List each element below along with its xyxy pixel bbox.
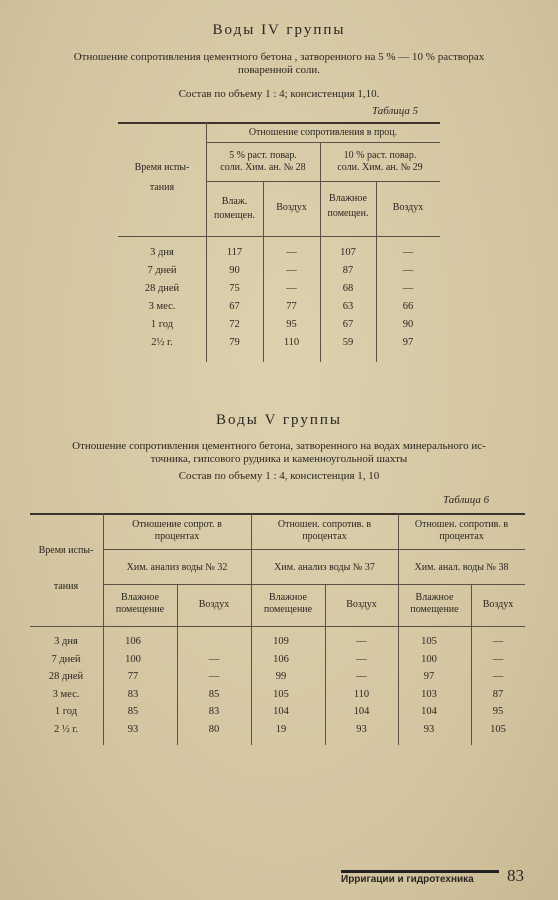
table5-cell: — xyxy=(286,247,297,258)
table5-cell: 63 xyxy=(342,301,354,312)
table5-cell: 117 xyxy=(226,247,243,258)
table6-cell: 93 xyxy=(356,723,367,735)
page-number: 83 xyxy=(507,866,524,885)
table6-cell: — xyxy=(492,636,504,647)
table6-cell: — xyxy=(492,653,504,665)
table6-cell: 85 xyxy=(127,706,139,717)
table6-cell: — xyxy=(492,671,504,682)
table6-col-header-moist-line2: помещение xyxy=(263,604,313,615)
table5-row-header-line1: Время испы- xyxy=(134,162,190,173)
table6-col-header-moist-line1: Влажное xyxy=(269,592,307,603)
table6-cell: 100 xyxy=(125,653,141,665)
section2-subtitle-line1: Отношение сопротивления цементного бетона, затворенного на водах минерального ис- xyxy=(72,440,486,452)
table6-col-header-air: Воздух xyxy=(482,599,514,610)
table6-cell: — xyxy=(356,636,367,647)
table5-colgroup2-title-line2: соли. Хим. ан. № 29 xyxy=(337,162,423,173)
table5-cell: — xyxy=(402,265,414,276)
table6-cell: 83 xyxy=(208,706,220,717)
table6-cell: 97 xyxy=(423,671,435,682)
table6-cell: 106 xyxy=(125,636,141,647)
section1-heading: Воды IV группы xyxy=(212,22,346,38)
table5-cell: 68 xyxy=(342,283,354,294)
table5-cell: 97 xyxy=(402,337,414,348)
table5-cell: 95 xyxy=(286,319,297,330)
table6-cell: 104 xyxy=(353,706,370,717)
table6-cell: 100 xyxy=(421,653,437,665)
section1-subtitle-line2: поваренной соли. xyxy=(238,64,320,76)
table6-cell: 110 xyxy=(353,688,370,700)
table5-row-label: 3 мес. xyxy=(148,301,176,312)
table6-colgroup-title-line1: Отношен. сопротив. в xyxy=(277,519,372,530)
table5-cell: 110 xyxy=(283,337,300,348)
table5-row-label: 3 дня xyxy=(150,247,174,258)
table6-cell: 104 xyxy=(421,706,437,717)
table5-cell: — xyxy=(402,283,414,294)
table6-analysis-label: Хим. анал. воды № 38 xyxy=(414,562,509,573)
table6-rule xyxy=(103,584,525,585)
table5-col1-header-line2: помещен. xyxy=(214,210,255,221)
table6-cell: — xyxy=(208,653,220,665)
table5-cell: — xyxy=(286,265,297,276)
table6-label: Таблица 6 xyxy=(443,494,490,506)
table5-cell: 67 xyxy=(229,301,240,312)
table5-col2-header: Воздух xyxy=(276,202,307,213)
table6-col-header-moist-line2: помещение xyxy=(115,604,165,615)
table6-row-label: 3 дня xyxy=(54,636,78,647)
table5-cell: — xyxy=(402,247,414,258)
table6-rule xyxy=(103,549,525,550)
table6-colgroup-title-line2: процентах xyxy=(302,531,347,542)
table6-cell: 19 xyxy=(275,723,287,735)
table5-col4-header: Воздух xyxy=(392,202,424,213)
table5-row-label: 7 дней xyxy=(147,265,177,276)
section2-heading: Воды V группы xyxy=(216,412,342,428)
table6-col-header-air: Воздух xyxy=(346,599,377,610)
table6-col-header-air: Воздух xyxy=(198,599,230,610)
table6-cell: 93 xyxy=(127,723,139,735)
table5-cell: — xyxy=(286,283,297,294)
table5-colgroup1-title-line2: соли. Хим. ан. № 28 xyxy=(220,162,306,173)
table6-row-header-line2: тания xyxy=(53,581,79,592)
table5-cell: 59 xyxy=(342,337,354,348)
table6-cell: 105 xyxy=(490,723,506,735)
table5-cell: 87 xyxy=(342,265,354,276)
table6-row-label: 2 ½ г. xyxy=(53,723,79,735)
table6-cell: 105 xyxy=(273,688,289,700)
table5-row-header-line2: тания xyxy=(149,182,175,193)
table6-cell: 80 xyxy=(208,723,220,735)
table6-cell: 104 xyxy=(273,706,289,717)
section1-subtitle-line1: Отношение сопротивления цементного бетона , затворенного на 5 % — 10 % растворах xyxy=(73,51,485,63)
table5-row-label: 28 дней xyxy=(144,283,180,294)
table5-cell: 75 xyxy=(229,283,240,294)
table5-cell: 66 xyxy=(402,301,414,312)
table6-col-header-moist-line1: Влажное xyxy=(121,592,159,603)
table6-cell: 77 xyxy=(127,671,139,682)
table5-cell: 79 xyxy=(229,337,240,348)
table5-top-rule xyxy=(118,122,440,124)
table5-group-header: Отношение сопротивления в проц. xyxy=(248,127,398,138)
table5-cell: 72 xyxy=(229,319,240,330)
table6-header-bottom-rule xyxy=(30,626,525,627)
table6-row-label: 28 дней xyxy=(48,671,84,682)
table5-col3-header-line1: Влажное xyxy=(329,193,367,204)
footer-journal-title: Ирригации и гидротехника xyxy=(341,874,474,885)
table6-colgroup-title-line2: процентах xyxy=(154,531,200,542)
table6-cell: 83 xyxy=(127,688,139,700)
table6-analysis-label: Хим. анализ воды № 37 xyxy=(274,562,375,573)
table6-analysis-label: Хим. анализ воды № 32 xyxy=(126,562,228,573)
table5-colgroup1-title-line1: 5 % раст. повар. xyxy=(229,150,297,161)
table5-rule xyxy=(206,181,440,182)
table5-cell: 90 xyxy=(402,319,414,330)
table6-cell: 87 xyxy=(492,688,504,700)
section1-composition: Состав по объему 1 : 4; консистенция 1,10. xyxy=(178,88,380,100)
table5-label: Таблица 5 xyxy=(372,105,419,117)
table6-cell: 103 xyxy=(421,688,437,700)
table5-row-label: 2½ г. xyxy=(151,337,173,348)
table5-cell: 90 xyxy=(229,265,240,276)
table6-colgroup-title-line1: Отношение сопрот. в xyxy=(132,519,222,530)
table5-row-label: 1 год xyxy=(150,319,174,330)
table6-cell: 105 xyxy=(421,636,437,647)
table6-cell: — xyxy=(208,671,220,682)
section2-subtitle-line2: точника, гипсового рудника и каменноугольной шахты xyxy=(150,453,408,465)
table6-row-label: 3 мес. xyxy=(52,688,80,700)
table6-cell: 93 xyxy=(423,723,435,735)
table5-col3-header-line2: помещен. xyxy=(327,208,369,219)
table5-rule xyxy=(206,142,440,143)
footer-rule xyxy=(341,870,499,873)
table6-cell: 85 xyxy=(208,688,220,700)
table6-colgroup-title-line2: процентах xyxy=(439,531,484,542)
table6-cell: — xyxy=(356,671,367,682)
table6-top-rule xyxy=(30,513,525,515)
table6-col-header-moist-line2: помещение xyxy=(410,604,459,615)
table5-header-bottom-rule xyxy=(118,236,440,237)
table6-cell: 109 xyxy=(273,636,289,647)
table6-cell: 99 xyxy=(275,671,287,682)
table6-row-label: 1 год xyxy=(54,706,78,717)
table6-colgroup-title-line1: Отношен. сопротив. в xyxy=(414,519,509,530)
table6-row-label: 7 дней xyxy=(51,653,81,665)
table6-row-header-line1: Время испы- xyxy=(38,545,94,556)
table5-cell: 77 xyxy=(286,301,297,312)
table6-cell: 95 xyxy=(492,706,504,717)
table6-cell: 106 xyxy=(273,653,289,665)
table5-col1-header-line1: Влаж. xyxy=(221,196,248,207)
table6-cell: — xyxy=(356,653,367,665)
table5-cell: 67 xyxy=(342,319,354,330)
section2-composition: Состав по объему 1 : 4, консистенция 1, 10 xyxy=(178,470,380,482)
table5-colgroup2-title-line1: 10 % раст. повар. xyxy=(343,150,417,161)
table6-col-header-moist-line1: Влажное xyxy=(415,592,454,603)
table5-cell: 107 xyxy=(340,247,356,258)
